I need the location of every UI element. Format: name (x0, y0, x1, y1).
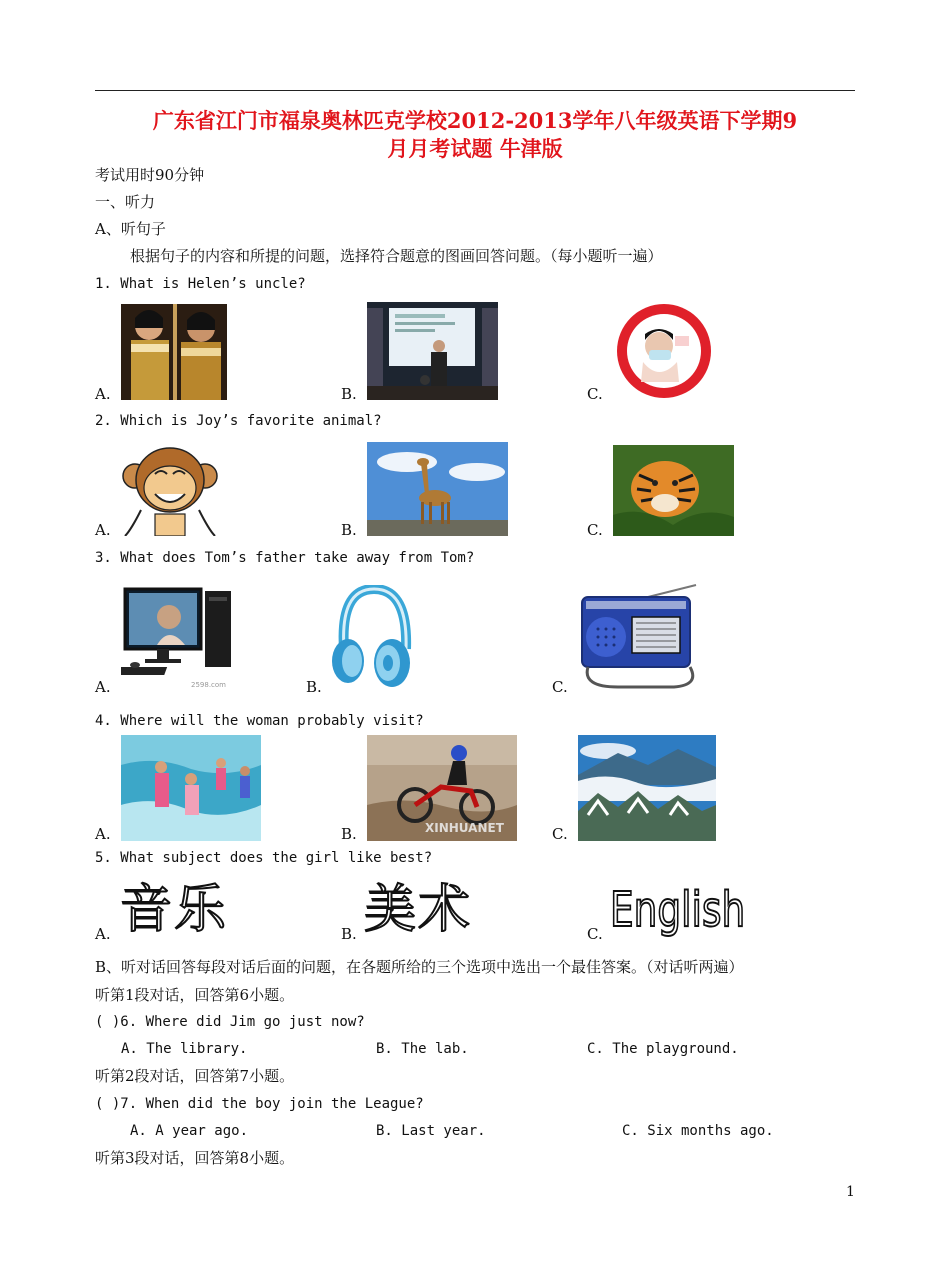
q4-option-c-image (578, 735, 716, 841)
headphones-icon (330, 585, 412, 693)
q4-option-b-image (367, 735, 517, 841)
monkey-icon (121, 440, 219, 536)
q5-option-a-text: 音乐 (120, 880, 229, 940)
question-5: 5. What subject does the girl like best? (95, 850, 433, 866)
q5-option-c-label: C. (587, 925, 603, 943)
q2-option-a-image (121, 440, 219, 536)
q4-option-a-label: A. (95, 825, 111, 843)
q5-option-b-text: 美术 (364, 880, 473, 940)
question-1: 1. What is Helen’s uncle? (95, 276, 306, 292)
q1-option-a-label: A. (95, 385, 111, 403)
dialog-1-intro: 听第1段对话，回答第6小题。 (95, 986, 295, 1004)
q7-option-c: C. Six months ago. (622, 1123, 774, 1139)
q3-option-c-label: C. (552, 678, 568, 696)
q3-option-a-image (121, 585, 236, 693)
title-line-1: 广东省江门市福泉奥林匹克学校2012-2013学年八年级英语下学期9 (152, 108, 798, 133)
q1-option-a-image (121, 304, 227, 400)
q3-option-b-label: B. (306, 678, 322, 696)
question-7: ( )7. When did the boy join the League? (95, 1096, 424, 1112)
dialog-3-intro: 听第3段对话，回答第8小题。 (95, 1149, 295, 1167)
q3-option-b-image (330, 585, 412, 693)
page-number: 1 (846, 1184, 855, 1200)
q1-option-b-image (367, 302, 498, 400)
question-3: 3. What does Tom’s father take away from Tom? (95, 550, 475, 566)
radio-icon (578, 583, 700, 691)
q1-option-c-image (613, 302, 715, 400)
q6-option-b: B. The lab. (376, 1041, 469, 1057)
question-2: 2. Which is Joy’s favorite animal? (95, 413, 382, 429)
part-b-heading: B、听对话回答每段对话后面的问题，在各题所给的三个选项中选出一个最佳答案。（对话听两遍） (95, 958, 744, 976)
mountain-sea-of-clouds-icon (578, 735, 716, 841)
q3-option-a-label: A. (95, 678, 111, 696)
q7-option-b: B. Last year. (376, 1123, 486, 1139)
exam-time: 考试用时90分钟 (95, 166, 205, 184)
q4-option-a-image (121, 735, 261, 841)
q7-option-a: A. A year ago. (130, 1123, 249, 1139)
question-4: 4. Where will the woman probably visit? (95, 713, 424, 729)
q3-option-c-image (578, 583, 700, 691)
q5-option-a-label: A. (95, 925, 111, 943)
beach-swimmers-icon (121, 735, 261, 841)
tiger-icon (613, 445, 734, 536)
q2-option-c-image (613, 445, 734, 536)
desktop-computer-icon (121, 585, 236, 693)
q4-option-b-label: B. (341, 825, 357, 843)
q4-option-c-label: C. (552, 825, 568, 843)
q2-option-b-image (367, 442, 508, 536)
q6-option-c: C. The playground. (587, 1041, 739, 1057)
teacher-lecture-photo-icon (367, 302, 498, 400)
question-6: ( )6. Where did Jim go just now? (95, 1014, 365, 1030)
dialog-2-intro: 听第2段对话，回答第7小题。 (95, 1067, 295, 1085)
part-a-heading: A、听句子 (95, 220, 166, 238)
q5-option-c-text: English (610, 882, 746, 938)
two-performers-photo-icon (121, 304, 227, 400)
title-line-2: 月月考试题 牛津版 (387, 136, 563, 161)
giraffe-icon (367, 442, 508, 536)
q1-option-c-label: C. (587, 385, 603, 403)
q3a-caption: 2598.com (191, 681, 226, 689)
q4b-watermark: XINHUANET (425, 821, 504, 835)
q1-option-b-label: B. (341, 385, 357, 403)
header-rule (95, 90, 855, 91)
q2-option-b-label: B. (341, 521, 357, 539)
nurse-badge-icon (613, 302, 715, 400)
part-a-instructions: 根据句子的内容和所提的问题，选择符合题意的图画回答问题。（每小题听一遍） (130, 247, 663, 265)
q2-option-a-label: A. (95, 521, 111, 539)
q2-option-c-label: C. (587, 521, 603, 539)
section-heading: 一、听力 (95, 193, 156, 211)
q6-option-a: A. The library. (121, 1041, 248, 1057)
q5-option-b-label: B. (341, 925, 357, 943)
